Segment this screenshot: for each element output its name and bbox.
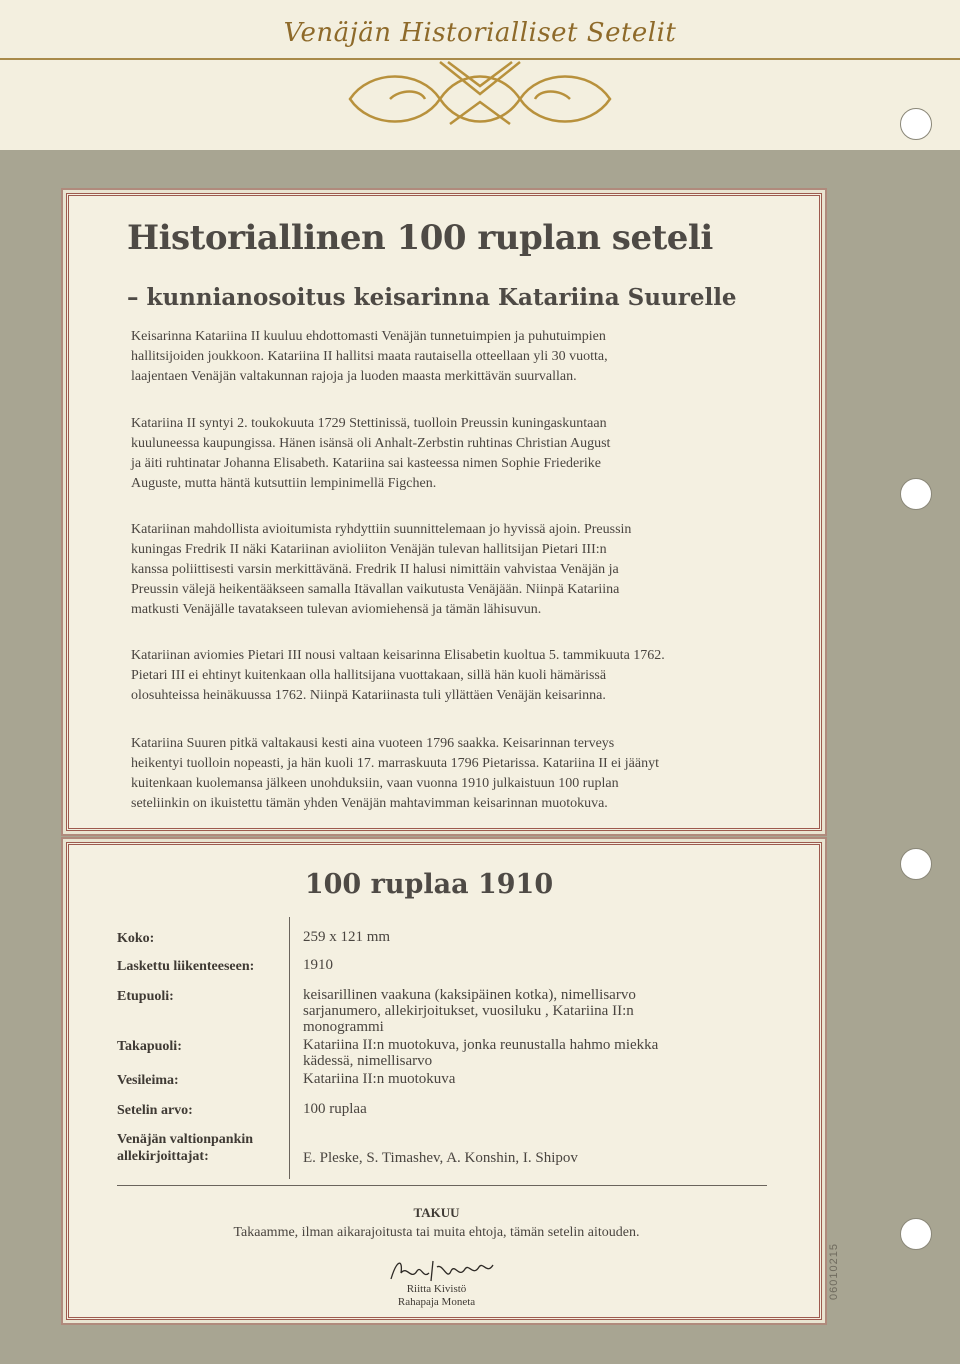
ornament-icon bbox=[330, 54, 630, 144]
spec-value: 100 ruplaa bbox=[303, 1101, 367, 1117]
spec-label: Etupuoli: bbox=[117, 989, 174, 1004]
signer-block bbox=[69, 1283, 804, 1309]
specs-divider-vertical bbox=[289, 917, 290, 1179]
side-code: 06010215 bbox=[828, 1243, 840, 1300]
specs-divider-horizontal bbox=[117, 1185, 767, 1186]
punch-hole bbox=[900, 108, 932, 140]
spec-label: Laskettu liikenteeseen: bbox=[117, 959, 255, 974]
spec-value: Katariina II:n muotokuva, jonka reunustalla hahmo miekka kädessä, nimellisarvo bbox=[303, 1037, 659, 1069]
guarantee-title: TAKUU bbox=[413, 1205, 460, 1220]
spec-label: Vesileima: bbox=[117, 1073, 179, 1088]
spec-label: Setelin arvo: bbox=[117, 1103, 193, 1118]
article-paragraph: Katariina II syntyi 2. toukokuuta 1729 Stettinissä, tuolloin Preussin kuningaskuntaan kuuluneessa kaupungissa. Hänen isänsä oli Anhalt-Zerbstin ruhtinas Christian August ja äiti ruhtinatar Johanna Elisabeth. Katariina sai kasteessa nimen Sophie Friederike Auguste, mutta häntä kutsuttiin lempinimellä Figchen. bbox=[131, 416, 611, 491]
article-paragraph: Katariinan mahdollista avioitumista ryhdyttiin suunnittelemaan jo hyvissä ajoin. Preussin kuningas Fredrik II näki Katariinan avioliiton Venäjän tulevan hallitsijan Pietari III:n kanssa poliittisesti varsin merkittävänä. Fredrik II halusi nimittäin vahvistaa Venäjän ja Preussin välejä heikentääkseen samalla Itävallan vaikutusta Venäjään. Niinpä Katariina matkusti Venäjälle tavatakseen tulevan aviomiehensä ja tämän lähisuvun. bbox=[131, 522, 632, 617]
article-paragraph: Katariina Suuren pitkä valtakausi kesti aina vuoteen 1796 saakka. Keisarinnan terveys heikentyi tuolloin nopeasti, ja hän kuoli 17. marraskuuta 1796 Pietarissa. Katariina II ei jäänyt kuitenkaan kuolemansa jälkeen unohduksiin, vaan vuonna 1910 julkaistuun 100 ruplan seteliinkin on ikuistettu tämän yhden Venäjän mahtavimman keisarinnan muotokuva. bbox=[131, 736, 659, 811]
article-panel bbox=[66, 193, 822, 831]
article-paragraph: Keisarinna Katariina II kuuluu ehdottomasti Venäjän tunnetuimpien ja puhutuimpien hallitsijoiden joukkoon. Katariina II hallitsi maata rautaisella otteellaan yli 30 vuotta, laajentaen Venäjän valtakunnan rajoja ja luoden maasta merkittävän suurvallan. bbox=[131, 329, 608, 384]
punch-hole bbox=[900, 1218, 932, 1250]
spec-value: 1910 bbox=[303, 957, 333, 973]
specs-title: 100 ruplaa 1910 bbox=[304, 869, 554, 900]
spec-value: E. Pleske, S. Timashev, A. Konshin, I. Shipov bbox=[303, 1150, 578, 1166]
spec-label: Koko: bbox=[117, 931, 155, 946]
header-title: Venäjän Historialliset Setelit bbox=[283, 18, 677, 48]
spec-value: Katariina II:n muotokuva bbox=[303, 1071, 456, 1087]
guarantee-text: Takaamme, ilman aikarajoitusta tai muita ehtoja, tämän setelin aitouden. bbox=[233, 1225, 640, 1240]
spec-value: 259 x 121 mm bbox=[303, 929, 391, 945]
specs-panel bbox=[66, 842, 822, 1320]
article-subtitle: – kunnianosoitus keisarinna Katariina Suurelle bbox=[127, 284, 737, 311]
punch-hole bbox=[900, 848, 932, 880]
article-title: Historiallinen 100 ruplan seteli bbox=[127, 218, 713, 258]
spec-label: Venäjän valtionpankin allekirjoittajat: bbox=[117, 1132, 254, 1164]
signer-name: Riitta Kivistö bbox=[406, 1283, 467, 1295]
header-band bbox=[0, 0, 960, 150]
spec-value: keisarillinen vaakuna (kaksipäinen kotka), nimellisarvo sarjanumero, allekirjoitukset, vuosiluku , Katariina II:n monogrammi bbox=[303, 987, 636, 1035]
signer-org: Rahapaja Moneta bbox=[397, 1296, 476, 1308]
article-paragraph: Katariinan aviomies Pietari III nousi valtaan keisarinna Elisabetin kuoltua 5. tammikuuta 1762. Pietari III ei ehtinyt kuitenkaan olla hallitsijana vuottakaan, sillä hän kuoli hämärissä olosuhteissa heinäkuussa 1762. Niinpä Katariinasta tuli yllättäen Venäjän keisarinna. bbox=[131, 648, 665, 703]
spec-label: Takapuoli: bbox=[117, 1039, 182, 1054]
punch-hole bbox=[900, 478, 932, 510]
